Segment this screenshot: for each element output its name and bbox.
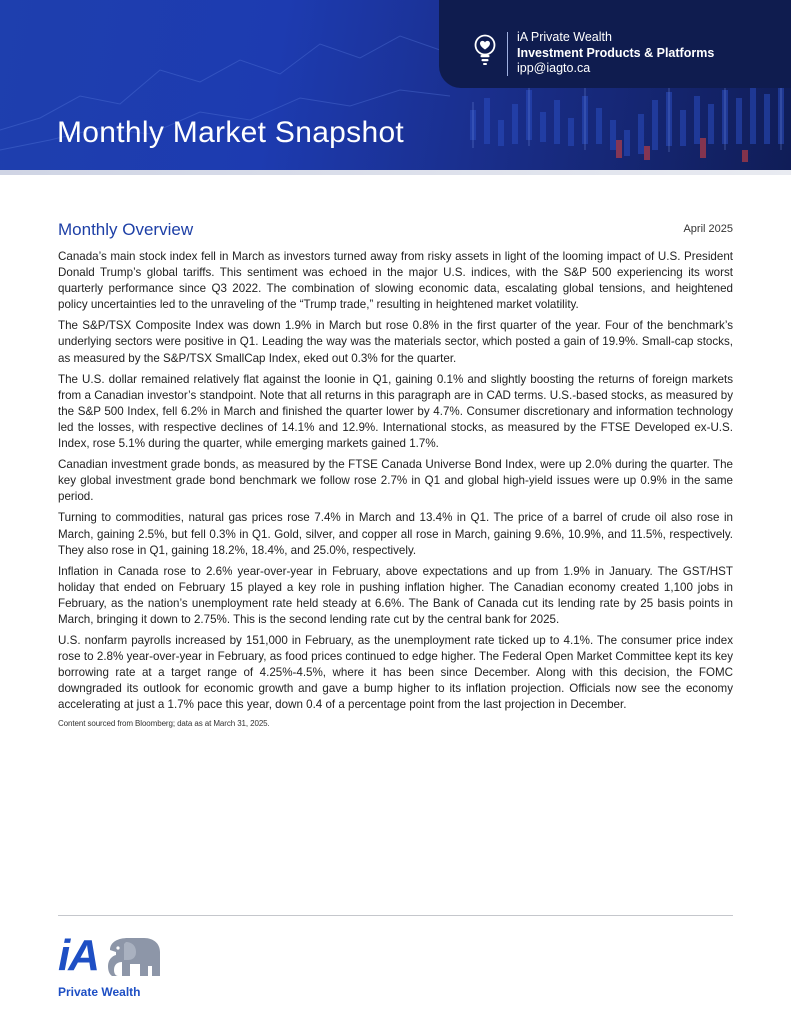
paragraph-intro: Canada’s main stock index fell in March as investors turned away from risky assets in light of the looming impact of U.S. President Donald Trump’s global tariffs. This sentiment was echoed in the major U.S. indices, with the S&P 500 experiencing its worst quarterly performance since Q3 2022. The combination of slowing economic data, escalating global tensions, and heightened policy uncertainties led to the unraveling of the “Trump trade,” resulting in heightened market volatility. [58, 250, 733, 312]
page-title: Monthly Market Snapshot [57, 116, 405, 149]
paragraph-bonds: Canadian investment grade bonds, as measured by the FTSE Canada Universe Bond Index, were up 2.0% during the quarter. The key global investment grade bond benchmark we follow rose 2.7% in Q1 and global high-yield issues were up 0.9% in the same period. [58, 458, 733, 504]
lightbulb-icon [473, 34, 497, 73]
brand-name: iA Private Wealth [517, 30, 612, 44]
overview-body [58, 249, 733, 728]
paragraph-canada-economy: Inflation in Canada rose to 2.6% year-over-year in February, above expectations and up from 1.9% in January. The GST/HST holiday that ended on February 15 played a key role in pushing inflation higher. The Canadian economy created 1,100 jobs in February, as the nation’s unemployment rate held steady at 6.6%. The Bank of Canada cut its lending rate by 25 basis points in March, bringing it down to 2.75%. This is the second lending rate cut by the central bank for 2025. [58, 564, 733, 626]
paragraph-canada-equities: The S&P/TSX Composite Index was down 1.9% in March but rose 0.8% in the first quarter of the year. Four of the benchmark’s underlying sectors were positive in Q1. Leading the way was the materials sector, which posted a gain of 19.9%. Small-cap stocks, as measured by the S&P/TSX SmallCap Index, eked out 0.3% for the quarter. [58, 319, 733, 365]
elephant-icon [104, 936, 162, 983]
source-footnote: Content sourced from Bloomberg; data as at March 31, 2025. [58, 718, 270, 728]
contact-panel [439, 0, 791, 88]
logo-mark: iA [58, 931, 98, 980]
logo-subtitle: Private Wealth [58, 985, 141, 999]
section-heading: Monthly Overview [58, 220, 194, 239]
report-date: April 2025 [683, 223, 733, 235]
paragraph-us-economy: U.S. nonfarm payrolls increased by 151,000 in February, as the unemployment rate ticked up to 4.1%. The consumer price index rose to 2.8% year-over-year in February, as food prices continued to edge higher. The Federal Open Market Committee kept its key borrowing rate at a target range of 4.25%-4.5%, where it has been since December. Along with this decision, the FOMC downgraded its outlook for economic growth and gave a bump higher to its inflation projection. Officials now see the economy accelerating at just a 1.7% pace this year, down 0.4 of a percentage point from the last projection in December. [58, 634, 733, 712]
paragraph-foreign-equities: The U.S. dollar remained relatively flat against the loonie in Q1, gaining 0.1% and slightly boosting the returns of foreign markets from a Canadian investor’s standpoint. Note that all returns in this paragraph are in CAD terms. U.S.-based stocks, as measured by the S&P 500 Index, fell 6.2% in March and finished the quarter lower by 4.7%. Consumer discretionary and information technology led the losses, with respective declines of 14.1% and 12.9%. International stocks, as measured by the FTSE Developed ex-U.S. Index, rose 5.1% during the quarter, while emerging markets gained 1.7%. [58, 372, 733, 451]
department-name: Investment Products & Platforms [517, 45, 715, 60]
paragraph-commodities: Turning to commodities, natural gas prices rose 7.4% in March and 13.4% in Q1. The price of a barrel of crude oil also rose in March, gaining 2.5%, but fell 0.3% in Q1. Gold, silver, and copper all rose in March, gaining 9.6%, 10.9%, and 11.5%, respectively. They also rose in Q1, gaining 18.2%, 18.4%, and 25.0%, respectively. [58, 511, 733, 557]
contact-email-link[interactable]: ipp@iagto.ca [517, 61, 591, 75]
footer-divider [58, 915, 733, 916]
banner-bottom-strip [0, 170, 791, 175]
contact-divider [507, 32, 508, 76]
company-logo [58, 931, 162, 999]
